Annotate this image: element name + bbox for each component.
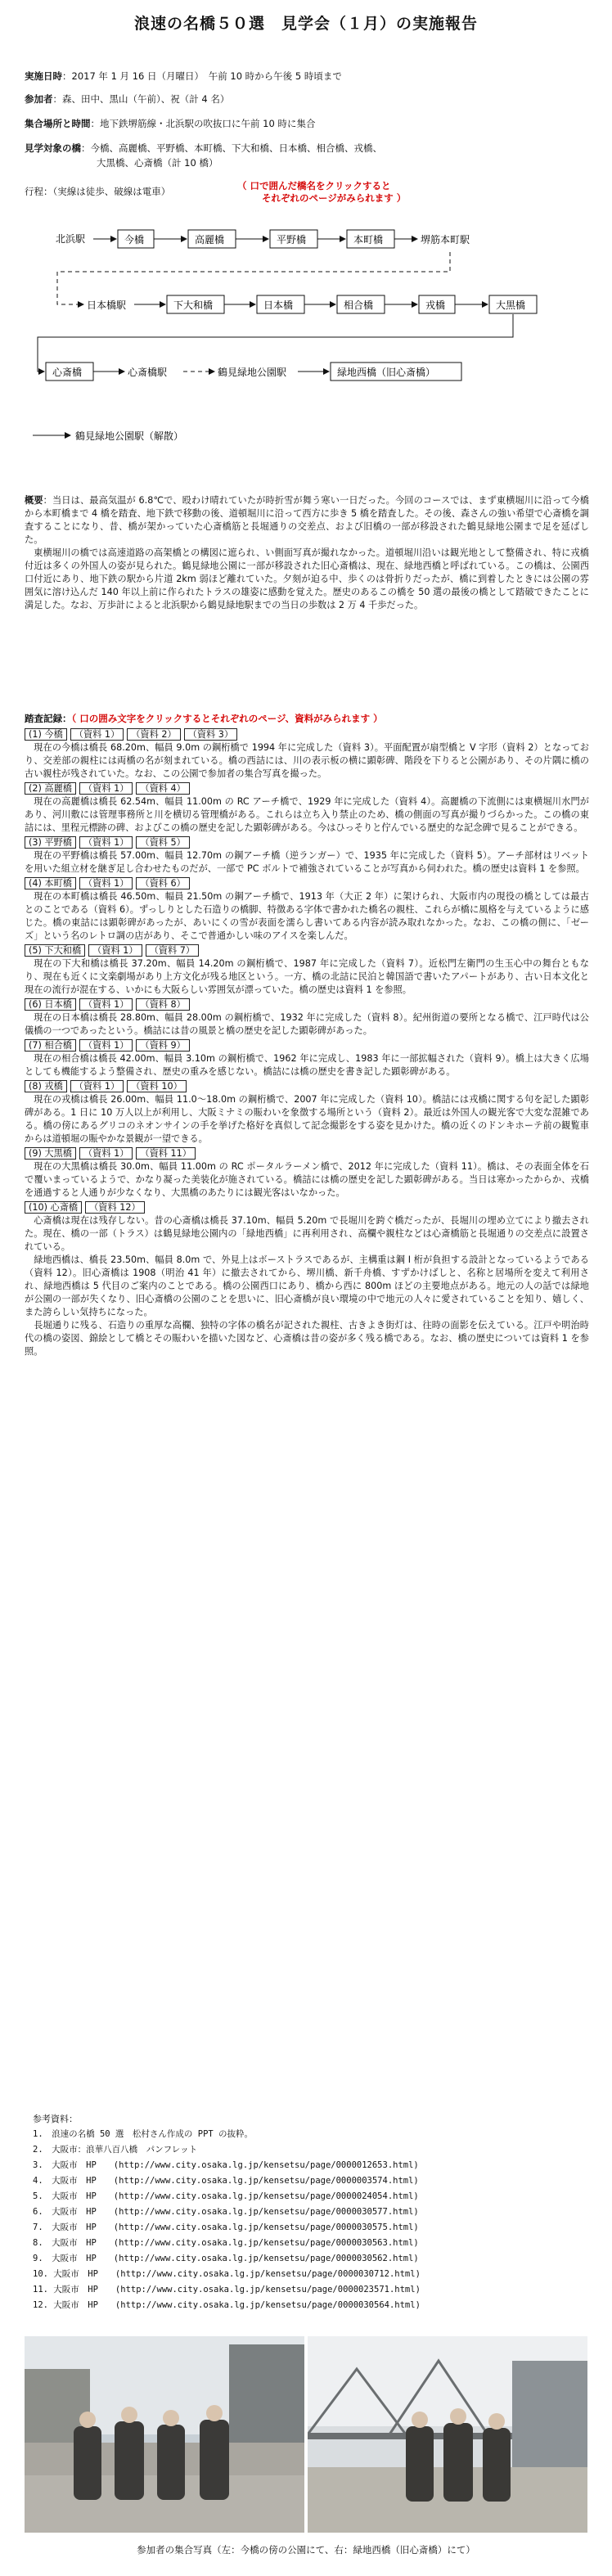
reference-item[interactable]: 7. 大阪市 HP (http://www.city.osaka.lg.jp/kensetsu/page/0000030575.html) bbox=[33, 2222, 419, 2232]
route-station-nipponbashi: 日本橋駅 bbox=[87, 299, 127, 311]
record-section bbox=[25, 782, 589, 835]
record-section bbox=[25, 728, 589, 781]
record-ref-link[interactable]: （資料 7） bbox=[146, 944, 199, 957]
route-svg bbox=[25, 221, 597, 466]
reference-item[interactable]: 9. 大阪市 HP (http://www.city.osaka.lg.jp/kensetsu/page/0000030562.html) bbox=[33, 2254, 419, 2263]
record-bridge-link[interactable]: (3) 平野橋 bbox=[25, 836, 76, 849]
info-targets: 見学対象の橋：今橋、高麗橋、平野橋、本町橋、下大和橋、日本橋、相合橋、戎橋、 bbox=[25, 142, 382, 154]
reference-item[interactable]: 5. 大阪市 HP (http://www.city.osaka.lg.jp/kensetsu/page/0000024054.html) bbox=[33, 2191, 419, 2201]
record-bridge-link[interactable]: (9) 大黒橋 bbox=[25, 1147, 76, 1160]
record-section bbox=[25, 1039, 589, 1079]
record-heading bbox=[25, 1080, 589, 1093]
route-station-sakaisuji: 堺筋本町駅 bbox=[421, 234, 470, 245]
record-ref-link[interactable]: （資料 1） bbox=[70, 728, 124, 741]
info-meeting: 集合場所と時間：地下鉄堺筋線・北浜駅の吹抜口に午前 10 時に集合 bbox=[25, 118, 316, 129]
record-text: 心斎橋は現在は残存しない。昔の心斎橋は橋長 37.10m、幅員 5.20m で長堀川を跨ぐ橋だったが、長堀川の埋め立てにより撤去された。現在、橋の一部（トラス）は鶴見緑地公園内の「緑地西橋」に再利用され、高欄や親柱などは心斎橋筋と長堀通りの交差点に設置されている。 bbox=[25, 1215, 589, 1252]
reference-item[interactable]: 3. 大阪市 HP (http://www.city.osaka.lg.jp/kensetsu/page/0000012653.html) bbox=[33, 2160, 419, 2170]
record-ref-link[interactable]: （資料 5） bbox=[136, 836, 189, 849]
record-text: 現在の戎橋は橋長 26.00m、幅員 11.0〜18.0m の鋼桁橋で、2007 年に完成した（資料 10）。橋詰には戎橋に関する句を記した顕彰碑がある。1 日に 10 万人以上が利用し、大阪ミナミの賑わいを象徴する場所という（資料 2）。最近は外国人の観光客で大変な混雑である。橋の傍にあるグリコのネオンサインの手を挙げた格好を真似して記念撮影をする姿を見かけた。橋の近くのドンキホーテ前の観覧車からは道頓堀の賑やかな景観が一望できる。 bbox=[25, 1094, 589, 1144]
reference-item[interactable]: 4. 大阪市 HP (http://www.city.osaka.lg.jp/kensetsu/page/0000003574.html) bbox=[33, 2176, 419, 2186]
route-bridge-shimoyamato[interactable]: 下大和橋 bbox=[173, 299, 214, 311]
record-heading bbox=[25, 1039, 589, 1052]
record-ref-link[interactable]: （資料 1） bbox=[88, 944, 142, 957]
record-text: 現在の高麗橋は橋長 62.54m、幅員 11.00m の RC アーチ橋で、1929 年に完成した（資料 4）。高麗橋の下流側には東横堀川水門があり、河川敷には管理事務所と川を横切る管理橋がある。これらは立ち入り禁止のため、橋の側面の写真が撮りづらかった。この橋の東詰には、里程元標跡の碑、およびこの橋の歴史を記した顕彰碑がある。今はひっそりと佇んでいる歴史的な記念碑で見ることができる。 bbox=[25, 796, 589, 833]
info-targets-cont: 大黒橋、心斎橋（計 10 橋） bbox=[97, 157, 218, 169]
record-text: 現在の本町橋は橋長 46.50m、幅員 21.50m の鋼アーチ橋で、1913 年（大正 2 年）に架けられ、大阪市内の現役の橋としては最古とのことである（資料 6）。ずっしりとした石造りの橋脚、特徴ある字体で書かれた橋名の親柱、これらが橋に風格を与えているように感じた。橋の東詰には顕彰碑があったが、あいにくの雪が表面を濡らし書いてある内容が読み取れなかった。なお、この橋の側に、「ゼーズ」という名のレトロ調の店があり、そこで普通かしい味のアイスを楽しんだ。 bbox=[25, 891, 589, 941]
route-bridge-ebisubashi[interactable]: 戎橋 bbox=[425, 299, 446, 311]
record-text: 現在の日本橋は橋長 28.80m、幅員 28.00m の鋼桁橋で、1932 年に完成した（資料 8）。紀州街道の要所となる橋で、江戸時代は公儀橋の一つであったという。橋詰には昔の風景と橋の歴史を記した顕彰碑があった。 bbox=[25, 1012, 589, 1036]
record-ref-link[interactable]: （資料 4） bbox=[136, 782, 189, 795]
references bbox=[33, 2111, 573, 2313]
reference-item[interactable]: 10. 大阪市 HP (http://www.city.osaka.lg.jp/kensetsu/page/0000030712.html) bbox=[33, 2269, 421, 2279]
group-photo-right bbox=[308, 2336, 587, 2533]
route-station-shinsaibashi: 心斎橋駅 bbox=[128, 367, 168, 378]
record-bridge-link[interactable]: (10) 心斎橋 bbox=[25, 1201, 82, 1214]
record-section bbox=[25, 877, 589, 943]
record-section bbox=[25, 1147, 589, 1200]
route-bridge-nipponbashi[interactable]: 日本橋 bbox=[263, 299, 294, 311]
reference-item[interactable]: 11. 大阪市 HP (http://www.city.osaka.lg.jp/kensetsu/page/0000023571.html) bbox=[33, 2285, 421, 2295]
route-bridge-honmachibashi[interactable]: 本町橋 bbox=[353, 234, 384, 245]
summary-section: 概要：当日は、最高気温が 6.8℃で、殴わけ晴れていたが時折雪が舞う寒い一日だった。今回のコースでは、まず東横堀川に沿って今橋から本町橋まで 4 橋を踏査、地下鉄で移動の後、道頓堀川に沿って西方に歩き 5 橋を踏査した。その後、森さんの強い希望で心斎橋を調査することになり、昔、橋が架かっていた心斎橋筋と長堀通りの交差点、および旧橋の一部が移設された鶴見緑地公園まで足を延ばした。 東横堀川の橋では高速道路の高架橋との構図に遮られ、い側面写真が撮れなかった。道頓堀川沿いは観光地として整備され、特に戎橋付近は多くの外国人の姿が見られた。鶴見緑地公園に一部が移設された旧心斎橋は、現在、緑地西橋と呼ばれている。この橋は、公園西口付近にあり、地下鉄の駅から片道 2km 弱ほど離れていた。夕刻が迫る中、歩くのは骨折りだったが、橋に到着したときには公園の雰囲気に溶け込んだ 140 年以上前に作られたトラスの雄姿に感動を覚えた。歴史のあるこの橋を 50 選の最後の橋として踏破できたことに満足した。なお、万歩計によると北浜駅から鶴見緑地駅までの当日の歩数は 2 万 4 千歩だった。 bbox=[25, 495, 589, 610]
record-section bbox=[25, 944, 589, 997]
record-section bbox=[25, 998, 589, 1038]
record-heading bbox=[25, 728, 589, 741]
record-section bbox=[25, 1080, 589, 1146]
route-station-kitahama: 北浜駅 bbox=[56, 233, 86, 245]
record-heading bbox=[25, 836, 589, 849]
record-ref-link[interactable]: （資料 1） bbox=[79, 1039, 133, 1052]
route-bridge-shinsaibashi[interactable]: 心斎橋 bbox=[52, 367, 83, 378]
route-bridge-koraibashi[interactable]: 高麗橋 bbox=[195, 234, 225, 245]
route-bridge-daikokubashi[interactable]: 大黒橋 bbox=[496, 299, 526, 311]
route-label: 行程：（実線は徒歩、破線は電車） bbox=[25, 186, 171, 197]
record-heading bbox=[25, 1201, 589, 1214]
route-end: 鶴見緑地公園駅（解散） bbox=[75, 430, 184, 442]
route-station-tsurumi: 鶴見緑地公園駅 bbox=[218, 367, 287, 378]
record-text: 緑地西橋は、橋長 23.50m、幅員 8.0m で、外見上はボーストラスであるが、主構重は鋼 I 桁が負担する設計となっているようである（資料 12）。旧心斎橋は 1908（明治 41 年）に撤去されてから、堺川橋、新千舟橋、すずかけばしと、名称と居場所を変えて利用され、緑地西橋は 5 代目のご案内のことである。橋の公園西口にあり、橋から西に 800m ほどの主要地点がある。地元の人の話では緑地が公園の一部が失くなり、旧心斎橋の公園のことを思いに、旧心斎橋が良い環境の中で地元の人々に愛されていることを知り、嬉しく、また誇らしい気持ちになった。 bbox=[25, 1254, 589, 1317]
record-ref-link[interactable]: （資料 10） bbox=[127, 1080, 187, 1092]
record-ref-link[interactable]: （資料 9） bbox=[136, 1039, 189, 1052]
info-date: 実施日時：2017 年 1 月 16 日（月曜日） 午前 10 時から午後 5 時頃まで bbox=[25, 70, 342, 82]
reference-item[interactable]: 8. 大阪市 HP (http://www.city.osaka.lg.jp/kensetsu/page/0000030563.html) bbox=[33, 2238, 419, 2248]
record-ref-link[interactable]: （資料 1） bbox=[79, 998, 133, 1011]
route-diagram bbox=[25, 221, 597, 466]
record-heading bbox=[25, 782, 589, 795]
record-bridge-link[interactable]: (7) 相合橋 bbox=[25, 1039, 76, 1052]
record-ref-link[interactable]: （資料 11） bbox=[136, 1147, 196, 1160]
record-bridge-link[interactable]: (1) 今橋 bbox=[25, 728, 67, 741]
page-title: 浪速の名橋５０選 見学会（１月）の実施報告 bbox=[133, 15, 478, 33]
record-ref-link[interactable]: （資料 1） bbox=[79, 836, 133, 849]
info-members: 参加者：森、田中、黒山（午前）、祝（計 4 名） bbox=[25, 93, 230, 105]
record-text: 現在の大黒橋は橋長 30.0m、幅員 11.00m の RC ポータルラーメン橋で、2012 年に完成した（資料 11）。橋は、その表面全体を石で覆いまっているようで、かなり凝った美装化が施されている。橋詰には橋の歴史を記した顕彰碑がある。当日は寒かったからか、戎橋を通過すると人通りが少なくなり、大黒橋のあたりには観光客はいなかった。 bbox=[25, 1161, 589, 1198]
record-section bbox=[25, 1201, 589, 1358]
record-section bbox=[25, 836, 589, 876]
record-ref-link[interactable]: （資料 8） bbox=[136, 998, 189, 1011]
route-bridge-imabashi[interactable]: 今橋 bbox=[124, 234, 145, 245]
record-ref-link[interactable]: （資料 1） bbox=[70, 1080, 124, 1092]
route-note: （ 口で囲んだ橋名をクリックすると それぞれのページがみられます ） bbox=[237, 180, 407, 204]
record-ref-link[interactable]: （資料 1） bbox=[79, 877, 133, 889]
photo-caption: 参加者の集合写真（左：今橋の傍の公園にて、右：緑地西橋（旧心斎橋）にて） bbox=[137, 2544, 475, 2556]
record-ref-link[interactable]: （資料 3） bbox=[184, 728, 237, 741]
record-bridge-link[interactable]: (2) 高麗橋 bbox=[25, 782, 76, 795]
records-section: 踏査記録：（ 口の囲み文字をクリックするとそれぞれのページ、資料がみられます ） (1) 今橋 （資料 1） （資料 2） （資料 3） 現在の今橋は橋長 68.20m、幅員 9.0m の鋼桁橋で 1994 年に完成した（資料 3）。平面配置が扇型橋と V 字形（資料 2）となっており、交差部の親柱には両橋の名が刻まれている。橋の西詰には、川の表示板の横に顕彰碑、階段を下りると公園があり、その片隅に橋の古い親柱が残されていた。なお、この公園で参加者の集合写真を撮った。 (2) 高麗橋 （資料 1） （資料 4） 現在の高麗橋は橋長 62.54m、幅員 11.00m の RC アーチ橋で、1929 年に完成した（資料 4）。高麗橋の下流側には東横堀川水門があり、河川敷には管理事務所と川を横切る管理橋がある。これらは立ち入り禁止のため、橋の側面の写真が撮りづらかった。この橋の東詰には、里程元標跡の碑、およびこの橋の歴史を記した顕彰碑がある。今はひっそりと佇んでいる歴史的な記念碑で見ることができる。 (3) 平野橋 （資料 1） （資料 5） 現在の平野橋は橋長 57.00m、幅員 12.70m の鋼アーチ橋（逆ランガー）で、1935 年に完成した（資料 5）。アーチ部材はリベットを用いた組立材を継ぎ足し合わせたものだが、一部で PC ボルトで補強されていることが写真から伺われた。橋の歴史は資料 1 を参照。 (4) 本町橋 （資料 1） （資料 6） 現在の本町橋は橋長 46.50m、幅員 21.50m の鋼アーチ橋で、1913 年（大正 2 年）に架けられ、大阪市内の現役の橋としては最古とのことである（資料 6）。ずっしりとした石造りの橋脚、特徴ある字体で書かれた橋名の親柱、これらが橋に風格を与えているように感じた。橋の東詰には顕彰碑があったが、あいにくの雪が表面を濡らし書いてある内容が読み取れなかった。なお、この橋の側に、「ゼーズ」という名のレトロ調の店があり、そこで普通かしい味のアイスを楽しんだ。 (5) 下大和橋 （資料 1） （資料 7） 現在の下大和橋は橋長 37.20m、幅員 14.20m の鋼桁橋で、1987 年に完成した（資料 7）。近松門左衛門の生玉心中の舞台ともなり、現在も近くに文楽劇場があり上方文化が残る地区という。一方、橋の北詰に民泊と韓国語で書いたアパートがあり、古い日本文化と現在の流行が混在する、いかにも大阪らしい雰囲気が漂っていた。橋の歴史は資料 1 を参照。 (6) 日本橋 （資料 1） （資料 8） 現在の日本橋は橋長 28.80m、幅員 28.00m の鋼桁橋で、1932 年に完成した（資料 8）。紀州街道の要所となる橋で、江戸時代は公儀橋の一つであったという。橋詰には昔の風景と橋の歴史を記した顕彰碑があった。 (7) 相合橋 （資料 1） （資料 9） 現在の相合橋は橋長 42.00m、幅員 3.10m の鋼桁橋で、1962 年に完成し、1983 年に一部拡幅された（資料 9）。橋上は大きく広場としても機能するよう整備され、歴史の重みを感じない。橋詰には橋の歴史を書き記した顕彰碑がある。 (8) 戎橋 （資料 1） （資料 10） 現在の戎橋は橋長 26.00m、幅員 11.0〜18.0m の鋼桁橋で、2007 年に完成した（資料 10）。橋詰には戎橋に関する句を記した顕彰碑がある。1 日に 10 万人以上が利用し、大阪ミナミの賑わいを象徴する場所という（資料 2）。最近は外国人の観光客で大変な混雑である。橋の傍にあるグリコのネオンサインの手を挙げた格好を真似して記念撮影をする姿を見かけた。橋の近くのドンキホーテ前の観覧車からは道頓堀の賑やかな景観が一望できる。 (9) 大黒橋 （資料 1） （資料 11） 現在の大黒橋は橋長 30.0m、幅員 11.00m の RC ポータルラーメン橋で、2012 年に完成した（資料 11）。橋は、その表面全体を石で覆いまっているようで、かなり凝った美装化が施されている。橋詰には橋の歴史を記した顕彰碑がある。当日は寒かったからか、戎橋を通過すると人通りが少なくなり、大黒橋のあたりには観光客はいなかった。 (10) 心斎橋 （資料 12） 心斎橋は現在は残存しない。昔の心斎橋は橋長 37.10m、幅員 5.20m で長堀川を跨ぐ橋だったが、長堀川の埋め立てにより撤去された。現在、橋の一部（トラス）は鶴見緑地公園内の「緑地西橋」に再利用され、高欄や親柱などは心斎橋筋と長堀通りの交差点に設置されている。 緑地西橋は、橋長 23.50m、幅員 8.0m で、外見上はボーストラスであるが、主構重は鋼 I 桁が負担する設計となっているようである（資料 12）。旧心斎橋は 1908（明治 41 年）に撤去されてから、堺川橋、新千舟橋、すずかけばしと、名称と居場所を変えて利用され、緑地西橋は 5 代目のご案内のことである。橋の公園西口にあり、橋から西に 800m ほどの主要地点がある。地元の人の話では緑地が公園の一部が失くなり、旧心斎橋の公園のことを思いに、旧心斎橋が良い環境の中で地元の人々に愛されていることを知り、嬉しく、また誇らしい気持ちになった。 長堀通りに残る、石造りの重厚な高欄、独特の字体の橋名が記された親柱、古きよき街灯は、往時の面影を伝えている。江戸や明治時代の橋の姿図、錦絵として橋とその賑わいを描いた図など、心斎橋は昔の姿が多く残る橋である。なお、橋の歴史については資料 1 を参照。 bbox=[25, 713, 589, 1357]
record-ref-link[interactable]: （資料 2） bbox=[127, 728, 180, 741]
record-heading bbox=[25, 944, 589, 957]
record-ref-link[interactable]: （資料 1） bbox=[79, 782, 133, 795]
route-bridge-aioibashi[interactable]: 相合橋 bbox=[344, 299, 374, 311]
reference-item: 1. 浪速の名橋 50 選 松村さん作成の PPT の抜粋。 bbox=[33, 2129, 254, 2139]
record-text: 現在の平野橋は橋長 57.00m、幅員 12.70m の鋼アーチ橋（逆ランガー）で、1935 年に完成した（資料 5）。アーチ部材はリベットを用いた組立材を継ぎ足し合わせたものだが、一部で PC ボルトで補強されていることが写真から伺われた。橋の歴史は資料 1 を参照。 bbox=[25, 850, 589, 874]
record-bridge-link[interactable]: (4) 本町橋 bbox=[25, 877, 76, 889]
record-heading bbox=[25, 998, 589, 1011]
reference-item[interactable]: 12. 大阪市 HP (http://www.city.osaka.lg.jp/kensetsu/page/0000030564.html) bbox=[33, 2300, 421, 2310]
record-bridge-link[interactable]: (5) 下大和橋 bbox=[25, 944, 85, 957]
record-heading bbox=[25, 877, 589, 890]
record-text: 現在の相合橋は橋長 42.00m、幅員 3.10m の鋼桁橋で、1962 年に完成し、1983 年に一部拡幅された（資料 9）。橋上は大きく広場としても機能するよう整備され、歴史の重みを感じない。橋詰には橋の歴史を書き記した顕彰碑がある。 bbox=[25, 1053, 589, 1077]
group-photo-left bbox=[25, 2336, 304, 2533]
route-bridge-ryokuchinishi[interactable]: 緑地西橋（旧心斎橋） bbox=[337, 367, 436, 378]
record-ref-link[interactable]: （資料 6） bbox=[136, 877, 189, 889]
reference-item: 2. 大阪市：浪華八百八橋 パンフレット bbox=[33, 2145, 198, 2155]
record-bridge-link[interactable]: (6) 日本橋 bbox=[25, 998, 76, 1011]
route-bridge-hiranobashi[interactable]: 平野橋 bbox=[277, 234, 307, 245]
record-text: 現在の今橋は橋長 68.20m、幅員 9.0m の鋼桁橋で 1994 年に完成した（資料 3）。平面配置が扇型橋と V 字形（資料 2）となっており、交差部の親柱には両橋の名が刻まれている。橋の西詰には、川の表示板の横に顕彰碑、階段を下りると公園があり、その片隅に橋の古い親柱が残されていた。なお、この公園で参加者の集合写真を撮った。 bbox=[25, 742, 589, 779]
reference-item[interactable]: 6. 大阪市 HP (http://www.city.osaka.lg.jp/kensetsu/page/0000030577.html) bbox=[33, 2207, 419, 2217]
record-bridge-link[interactable]: (8) 戎橋 bbox=[25, 1080, 67, 1092]
references-heading: 参考資料： bbox=[33, 2114, 78, 2124]
record-ref-link[interactable]: （資料 1） bbox=[79, 1147, 133, 1160]
record-text: 現在の下大和橋は橋長 37.20m、幅員 14.20m の鋼桁橋で、1987 年に完成した（資料 7）。近松門左衛門の生玉心中の舞台ともなり、現在も近くに文楽劇場があり上方文化が残る地区という。一方、橋の北詰に民泊と韓国語で書いたアパートがあり、古い日本文化と現在の流行が混在する、いかにも大阪らしい雰囲気が漂っていた。橋の歴史は資料 1 を参照。 bbox=[25, 958, 589, 995]
record-ref-link[interactable]: （資料 12） bbox=[85, 1201, 145, 1214]
record-text: 長堀通りに残る、石造りの重厚な高欄、独特の字体の橋名が記された親柱、古きよき街灯は、往時の面影を伝えている。江戸や明治時代の橋の姿図、錦絵として橋とその賑わいを描いた図など、心斎橋は昔の姿が多く残る橋である。なお、橋の歴史については資料 1 を参照。 bbox=[25, 1320, 589, 1357]
record-heading bbox=[25, 1147, 589, 1160]
